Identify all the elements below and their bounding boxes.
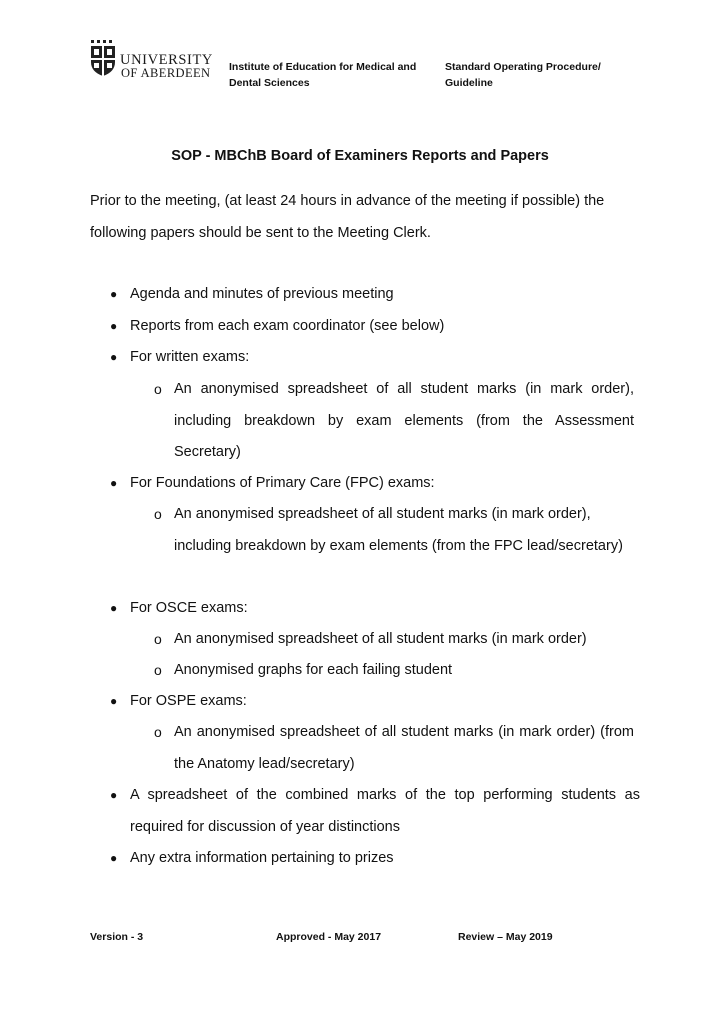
sub-list-item: An anonymised spreadsheet of all student marks (in mark order) xyxy=(174,631,587,647)
sub-bullet-marker: o xyxy=(154,724,162,740)
sub-bullet-marker: o xyxy=(154,631,162,647)
sub-list-item: An anonymised spreadsheet of all student marks (in mark order) (from the Anatomy lead/secretary) xyxy=(174,724,634,772)
list-item: For Foundations of Primary Care (FPC) exams: xyxy=(130,475,435,491)
bullet-marker: ● xyxy=(110,694,118,708)
list-item: Agenda and minutes of previous meeting xyxy=(130,286,394,302)
list-item: Reports from each exam coordinator (see below) xyxy=(130,318,445,334)
footer-version: Version - 3 xyxy=(90,931,144,943)
footer-review: Review – May 2019 xyxy=(458,931,553,943)
list-item: For OSCE exams: xyxy=(130,600,248,616)
header-doc-type: Standard Operating Procedure/ Guideline xyxy=(445,61,601,89)
crest-icon xyxy=(90,40,116,76)
footer-approved: Approved - May 2017 xyxy=(276,931,382,943)
list-item: A spreadsheet of the combined marks of the top performing students as required for discussion of year distinctions xyxy=(130,787,640,835)
sub-bullet-marker: o xyxy=(154,506,162,522)
sub-bullet-marker: o xyxy=(154,381,162,397)
list-item: Any extra information pertaining to prizes xyxy=(130,850,394,866)
logo-line2: OF ABERDEEN xyxy=(121,66,211,80)
bullet-marker: ● xyxy=(110,287,118,301)
sub-list-item: An anonymised spreadsheet of all student marks (in mark order), including breakdown by exam elements (from the Assessment Secretary) xyxy=(174,381,634,460)
university-logo xyxy=(90,40,215,82)
bullet-marker: ● xyxy=(110,851,118,865)
logo-line1: UNIVERSITY xyxy=(120,52,213,68)
bullet-marker: ● xyxy=(110,476,118,490)
bullet-marker: ● xyxy=(110,350,118,364)
bullet-marker: ● xyxy=(110,601,118,615)
document-title: SOP - MBChB Board of Examiners Reports and Papers xyxy=(171,148,549,164)
sub-list-item: Anonymised graphs for each failing student xyxy=(174,662,453,678)
bullet-marker: ● xyxy=(110,788,118,802)
intro-paragraph: Prior to the meeting, (at least 24 hours in advance of the meeting if possible) the following papers should be sent to the Meeting Clerk. xyxy=(90,193,605,241)
list-item: For OSPE exams: xyxy=(130,693,247,709)
header-institute: Institute of Education for Medical and Dental Sciences xyxy=(229,61,417,89)
sub-list-item: An anonymised spreadsheet of all student marks (in mark order), including breakdown by exam elements (from the FPC lead/secretary) xyxy=(174,506,623,554)
bullet-marker: ● xyxy=(110,319,118,333)
sub-bullet-marker: o xyxy=(154,662,162,678)
list-item: For written exams: xyxy=(130,349,250,365)
